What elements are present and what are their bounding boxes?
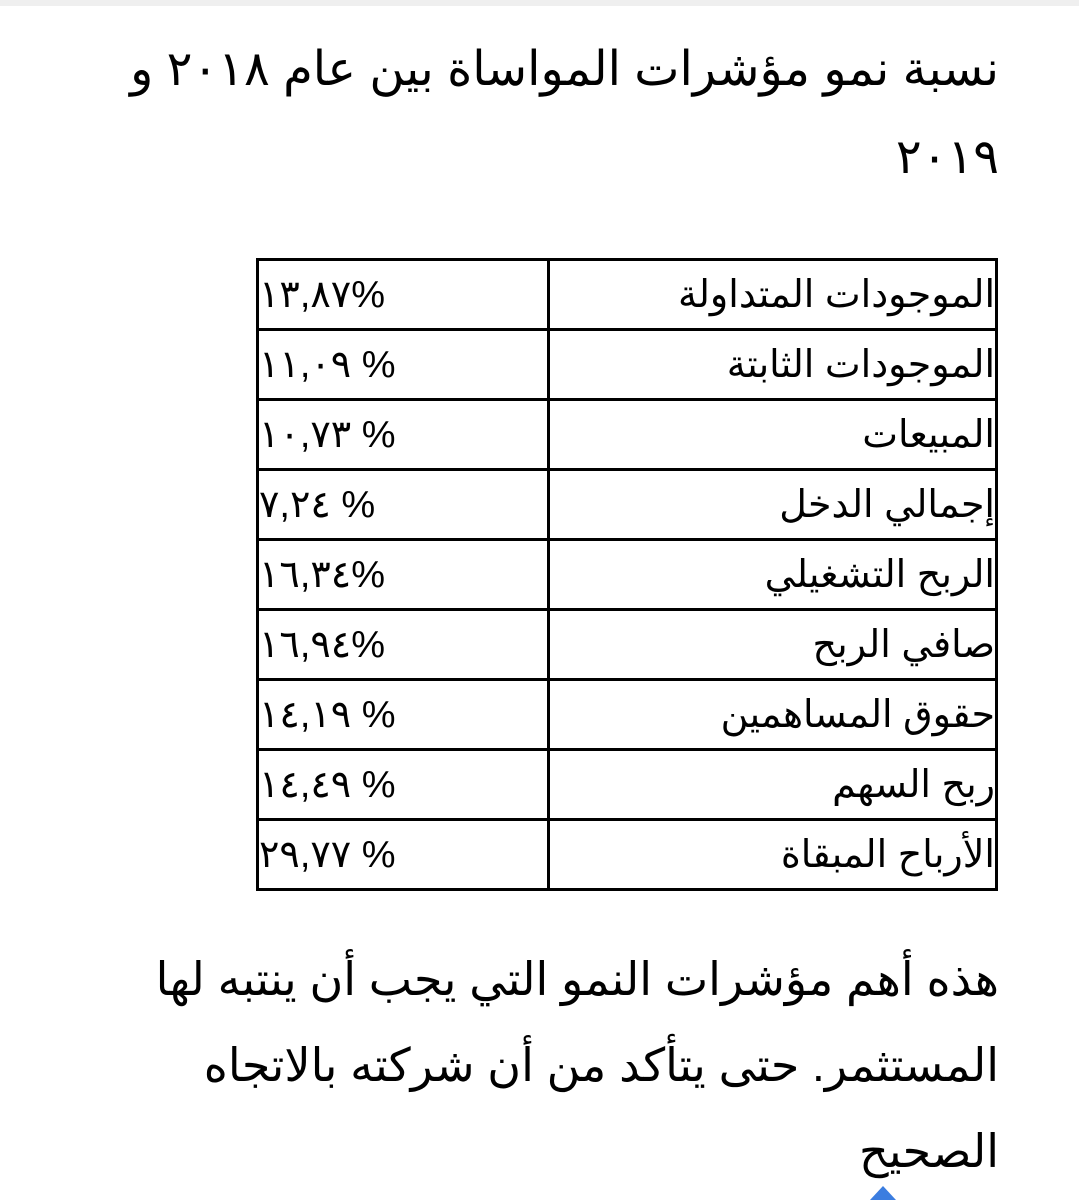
page-title: نسبة نمو مؤشرات المواساة بين عام ٢٠١٨ و ٢٠١٩ (130, 43, 999, 184)
metric-label: الأرباح المبقاة (549, 820, 997, 890)
top-strip (0, 0, 1079, 6)
table-row (258, 400, 997, 470)
table-row (258, 750, 997, 820)
metric-value: % ١٤,١٩ (258, 680, 549, 750)
metric-label: الربح التشغيلي (549, 540, 997, 610)
metric-value: % ٧,٢٤ (258, 470, 549, 540)
metric-value: % ٢٩,٧٧ (258, 820, 549, 890)
table-row (258, 330, 997, 400)
footer-note: هذه أهم مؤشرات النمو التي يجب أن ينتبه لها المستثمر. حتى يتأكد من أن شركته بالاتجاه الصحيح (155, 953, 999, 1177)
metric-value: % ١٤,٤٩ (258, 750, 549, 820)
growth-table (256, 258, 998, 891)
metric-value: % ١١,٠٩ (258, 330, 549, 400)
metric-label: إجمالي الدخل (549, 470, 997, 540)
table-row (258, 820, 997, 890)
metric-label: حقوق المساهمين (549, 680, 997, 750)
table-row (258, 610, 997, 680)
metric-label: ربح السهم (549, 750, 997, 820)
table-row (258, 470, 997, 540)
metric-label: الموجودات الثابتة (549, 330, 997, 400)
metric-label: المبيعات (549, 400, 997, 470)
metric-label: صافي الربح (549, 610, 997, 680)
metric-value: %١٦,٣٤ (258, 540, 549, 610)
table-row (258, 260, 997, 330)
metric-label: الموجودات المتداولة (549, 260, 997, 330)
metric-value: % ١٠,٧٣ (258, 400, 549, 470)
metric-value: %١٦,٩٤ (258, 610, 549, 680)
metric-value: %١٣,٨٧ (258, 260, 549, 330)
table-row (258, 540, 997, 610)
arrow-up-icon[interactable] (870, 1186, 896, 1200)
table-row (258, 680, 997, 750)
